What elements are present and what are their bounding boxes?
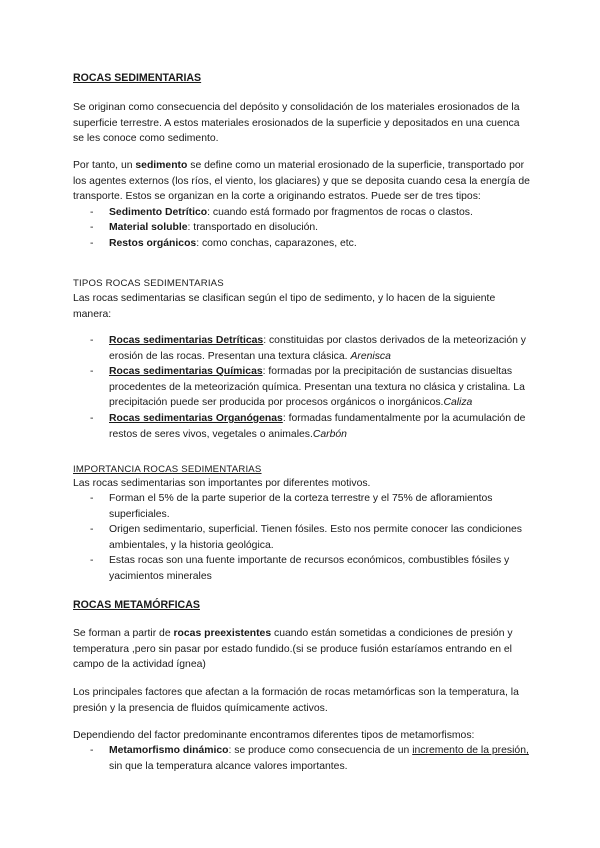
importance-list [73, 491, 533, 585]
term: Material soluble [109, 222, 188, 234]
metamorphic-definition-paragraph [73, 626, 533, 673]
metamorphism-types-intro: Dependiendo del factor predominante encontramos diferentes tipos de metamorfismos: [73, 730, 475, 741]
term: Rocas sedimentarias Detríticas [109, 335, 264, 346]
sediment-types-list [73, 205, 533, 252]
list-item [73, 220, 533, 236]
section-title-sedimentary: ROCAS SEDIMENTARIAS [73, 72, 202, 84]
list-item [73, 491, 533, 522]
metamorphism-types-list [73, 743, 533, 774]
list-item [73, 411, 533, 442]
desc: sin que la temperatura alcance valores importantes. [109, 760, 348, 772]
term: Rocas sedimentarias Organógenas [109, 412, 283, 424]
reason-text: Origen sedimentario, superficial. Tienen fósiles. Esto nos permite conocer las condiciones ambientales, y la historia geológica. [109, 524, 522, 551]
dash-marker: - [90, 493, 94, 504]
desc-underlined: incremento de la presión, [412, 745, 529, 756]
term: Rocas sedimentarias Químicas [109, 366, 263, 378]
dash-marker: - [90, 524, 94, 536]
subheading-tipos: TIPOS ROCAS SEDIMENTARIAS [73, 278, 224, 289]
text: se define como un material erosionado de la superficie, transportado por los agentes externos (los ríos, el viento, los glaciares) y que se deposita cuando cesa la energía de transporte. Estos se organizan en la corte a originando estratos. Puede ser de tres tipos: [73, 160, 530, 203]
desc: : constituidas por clastos derivados de la meteorización y erosión de las rocas. Presentan una textura clásica. [109, 335, 526, 362]
desc: : formadas por la precipitación de sustancias disueltas procedentes de la meteorización química. Presentan una textura no clásica y cristalina. La precipitación puede ser producida por procesos orgánicos o inorgánicos. [109, 366, 525, 409]
list-item [73, 205, 533, 221]
dash-marker: - [90, 222, 94, 234]
dash-marker: - [90, 206, 94, 218]
dash-marker: - [90, 555, 94, 567]
dash-marker: - [90, 366, 94, 378]
desc: : formadas fundamentalmente por la acumulación de restos de seres vivos, vegetales o animales. [109, 412, 526, 440]
term: Restos orgánicos [109, 237, 197, 249]
reason-text: Forman el 5% de la parte superior de la corteza terrestre y el 75% de afloramientos superficiales. [109, 493, 493, 520]
text: cuando están sometidas a condiciones de presión y temperatura ,pero sin pasar por estado fundido.(si se produce fusión estaríamos entrando en el campo de la actividad ígnea) [73, 628, 513, 671]
desc: : como conchas, caparazones, etc. [196, 237, 357, 249]
dash-marker: - [90, 335, 94, 346]
classification-list [73, 333, 533, 442]
classification-intro: Las rocas sedimentarias se clasifican según el tipo de sedimento, y lo hacen de la siguiente manera: [73, 293, 496, 320]
desc: : se produce como consecuencia de un [228, 745, 413, 756]
text: Se forman a partir de [73, 628, 174, 639]
term: Metamorfismo dinámico [109, 745, 229, 756]
desc: : cuando está formado por fragmentos de rocas o clastos. [207, 206, 473, 218]
desc: : transportado en disolución. [187, 222, 319, 234]
term: Sedimento Detrítico [109, 206, 208, 218]
metamorphic-factors-paragraph: Los principales factores que afectan a la formación de rocas metamórficas son la temperatura, la presión y la presencia de fluidos químicamente activos. [73, 687, 519, 714]
intro-paragraph: Se originan como consecuencia del depósito y consolidación de los materiales erosionados de la superficie terrestre. A estos materiales erosionados de la superficie y depositados en una cuenca se les conoce como sedimento. [73, 102, 520, 145]
importance-intro: Las rocas sedimentarias son importantes por diferentes motivos. [73, 478, 371, 489]
text: Por tanto, un [73, 160, 136, 171]
subheading-importancia: IMPORTANCIA ROCAS SEDIMENTARIAS [73, 464, 262, 475]
section-title-metamorphic: ROCAS METAMÓRFICAS [73, 599, 200, 611]
term-sedimento: sedimento [135, 160, 188, 171]
list-item [73, 522, 533, 553]
list-item [73, 333, 533, 364]
term-rocas-preexistentes: rocas preexistentes [173, 628, 272, 639]
list-item [73, 743, 533, 774]
reason-text: Estas rocas son una fuente importante de recursos económicos, combustibles fósiles y yacimientos minerales [109, 555, 510, 582]
dash-marker: - [90, 745, 94, 756]
list-item [73, 236, 533, 252]
example: Arenisca [350, 350, 391, 362]
example: Carbón [312, 428, 347, 440]
sediment-definition-paragraph [73, 158, 533, 252]
list-item [73, 364, 533, 411]
dash-marker: - [90, 237, 94, 249]
example: Caliza [443, 397, 473, 409]
dash-marker: - [90, 412, 94, 424]
list-item [73, 553, 533, 584]
